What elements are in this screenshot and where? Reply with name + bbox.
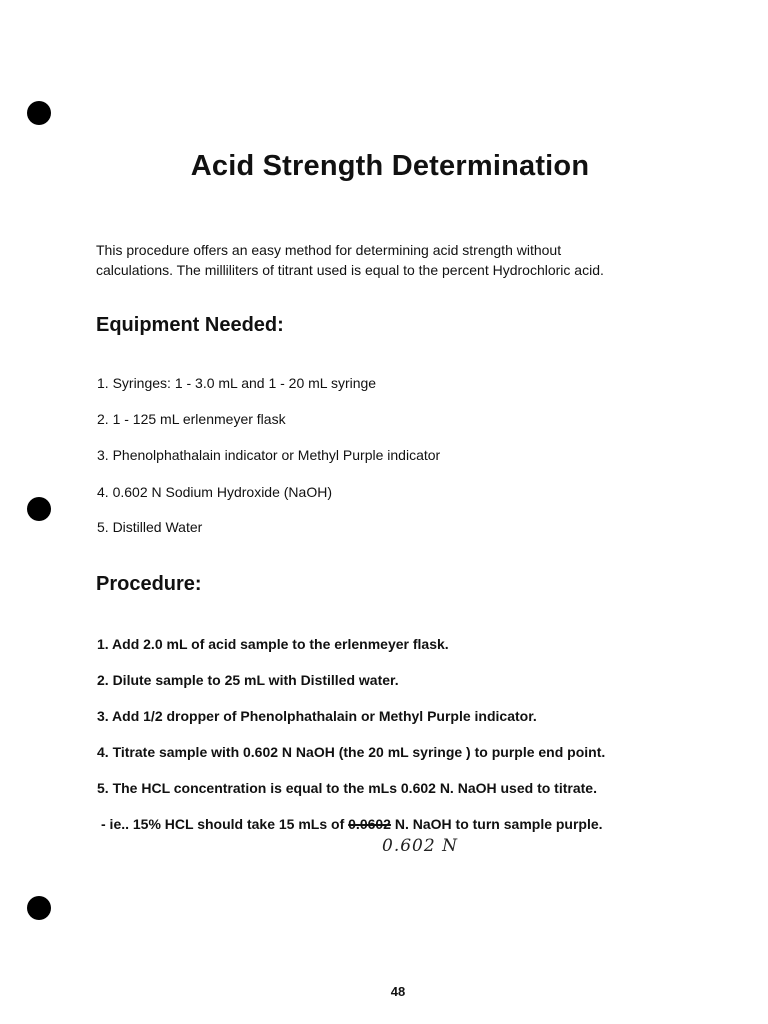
intro-line: calculations. The milliliters of titrant used is equal to the percent Hydrochloric acid. [96,262,604,278]
page-number: 48 [390,984,406,999]
procedure-step: 4. Titrate sample with 0.602 N NaOH (the 20 mL syringe ) to purple end point. [97,744,606,760]
procedure-step: 5. The HCL concentration is equal to the mLs 0.602 N. NaOH used to titrate. [97,780,597,796]
procedure-step: 2. Dilute sample to 25 mL with Distilled water. [97,672,399,688]
procedure-step: 1. Add 2.0 mL of acid sample to the erlenmeyer flask. [97,636,449,652]
procedure-note [101,816,603,832]
equipment-item: 3. Phenolphathalain indicator or Methyl Purple indicator [97,447,441,463]
equipment-item: 4. 0.602 N Sodium Hydroxide (NaOH) [97,484,332,500]
handwritten-correction: 0.602 N [382,836,458,856]
intro-paragraph [96,240,684,280]
equipment-item: 5. Distilled Water [97,519,203,535]
page-title: Acid Strength Determination [190,150,590,182]
equipment-item: 2. 1 - 125 mL erlenmeyer flask [97,411,286,427]
equipment-item: 1. Syringes: 1 - 3.0 mL and 1 - 20 mL syringe [97,375,377,391]
binder-hole [27,101,51,125]
struck-value: 0.0602 [348,816,391,832]
intro-line: This procedure offers an easy method for determining acid strength without [96,242,562,258]
procedure-heading: Procedure: [96,573,202,595]
equipment-heading: Equipment Needed: [96,314,284,336]
binder-hole [27,497,51,521]
note-text: N. NaOH to turn sample purple. [390,816,603,832]
binder-hole [27,896,51,920]
procedure-step: 3. Add 1/2 dropper of Phenolphathalain or Methyl Purple indicator. [97,708,537,724]
note-text: - ie.. 15% HCL should take 15 mLs of [101,816,349,832]
